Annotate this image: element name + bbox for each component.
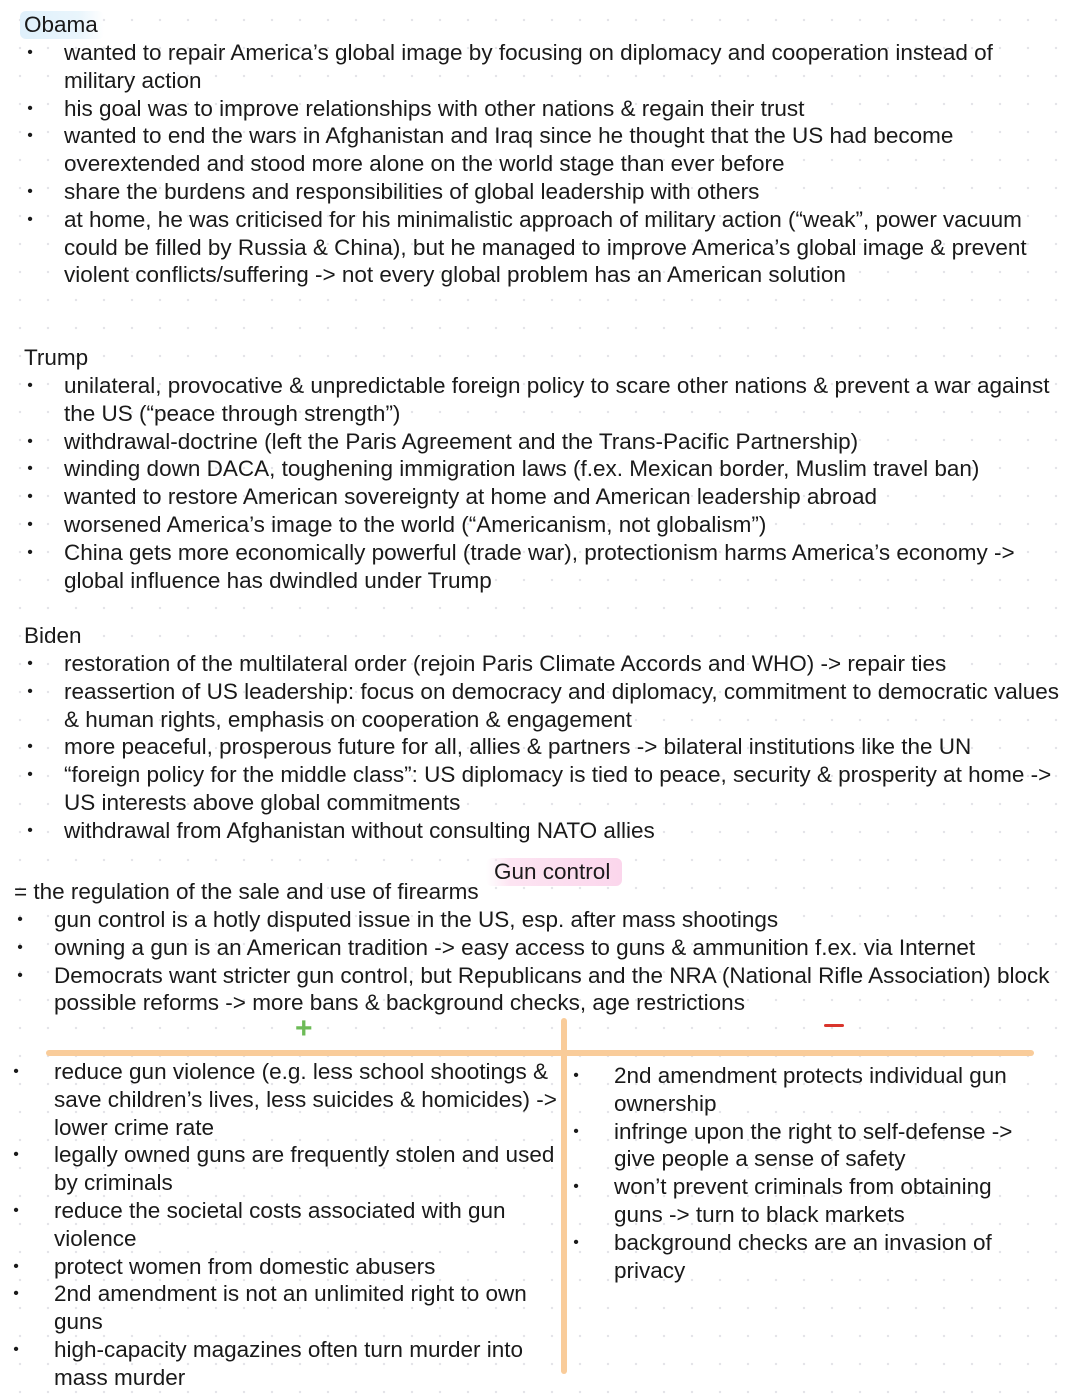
gun-control-heading: Gun control bbox=[486, 858, 622, 886]
trump-heading: Trump bbox=[24, 345, 89, 370]
plus-sign-icon: + bbox=[295, 1012, 313, 1045]
table-vertical-divider bbox=[561, 1018, 567, 1374]
bullet-icon: • bbox=[13, 1340, 19, 1358]
bullet-icon: • bbox=[27, 543, 33, 561]
biden-heading: Biden bbox=[24, 623, 82, 648]
list-item: • restoration of the multilateral order (rejoin Paris Climate Accords and WHO) -> repair ties bbox=[24, 650, 1064, 678]
gun-control-bullet-list bbox=[14, 906, 1064, 1017]
bullet-icon: • bbox=[27, 488, 33, 506]
list-item: • withdrawal from Afghanistan without consulting NATO allies bbox=[24, 817, 1064, 845]
list-item: • protect women from domestic abusers bbox=[10, 1253, 558, 1281]
list-item: • more peaceful, prosperous future for all, allies & partners -> bilateral institutions like the UN bbox=[24, 733, 1064, 761]
list-item: • share the burdens and responsibilities of global leadership with others bbox=[24, 178, 1064, 206]
bullet-icon: • bbox=[13, 1146, 19, 1164]
con-arguments-list bbox=[570, 1062, 1020, 1284]
bullet-icon: • bbox=[27, 460, 33, 478]
bullet-icon: • bbox=[17, 966, 23, 984]
bullet-icon: • bbox=[13, 1201, 19, 1219]
bullet-icon: • bbox=[573, 1178, 579, 1196]
list-item: • at home, he was criticised for his minimalistic approach of military action (“weak”, power vacuum could be filled by Russia & China), but he managed to improve America’s global image & prevent violent conflicts/suffering -> not every global problem has an American solution bbox=[24, 206, 1064, 289]
list-item: • winding down DACA, toughening immigration laws (f.ex. Mexican border, Muslim travel ban) bbox=[24, 455, 1064, 483]
bullet-icon: • bbox=[27, 738, 33, 756]
gun-control-definition: = the regulation of the sale and use of firearms bbox=[14, 879, 479, 904]
bullet-icon: • bbox=[27, 766, 33, 784]
list-item: • high-capacity magazines often turn murder into mass murder bbox=[10, 1336, 558, 1392]
table-horizontal-divider bbox=[46, 1050, 1034, 1056]
list-item: • his goal was to improve relationships with other nations & regain their trust bbox=[24, 95, 1064, 123]
list-item: • reduce gun violence (e.g. less school shootings & save children’s lives, less suicides & homicides) -> lower crime rate bbox=[10, 1058, 558, 1141]
list-item: • worsened America’s image to the world (“Americanism, not globalism”) bbox=[24, 511, 1064, 539]
list-item: • wanted to restore American sovereignty at home and American leadership abroad bbox=[24, 483, 1064, 511]
bullet-icon: • bbox=[27, 44, 33, 61]
bullet-icon: • bbox=[13, 1063, 19, 1080]
bullet-icon: • bbox=[27, 210, 33, 228]
list-item: • China gets more economically powerful (trade war), protectionism harms America’s economy -> global influence has dwindled under Trump bbox=[24, 539, 1064, 595]
bullet-icon: • bbox=[27, 99, 33, 117]
bullet-icon: • bbox=[17, 938, 23, 956]
bullet-icon: • bbox=[13, 1257, 19, 1275]
bullet-icon: • bbox=[27, 682, 33, 700]
list-item: • infringe upon the right to self-defense -> give people a sense of safety bbox=[570, 1118, 1020, 1174]
obama-bullet-list bbox=[24, 39, 1064, 289]
list-item: • 2nd amendment protects individual gun ownership bbox=[570, 1062, 1020, 1118]
biden-bullet-list bbox=[24, 650, 1064, 845]
obama-heading: Obama bbox=[20, 11, 104, 39]
minus-sign-icon bbox=[824, 1024, 844, 1027]
list-item: • 2nd amendment is not an unlimited right to own guns bbox=[10, 1280, 558, 1336]
list-item: • Democrats want stricter gun control, but Republicans and the NRA (National Rifle Association) block possible reforms -> more bans & background checks, age restrictions bbox=[14, 962, 1064, 1018]
bullet-icon: • bbox=[27, 515, 33, 533]
trump-bullet-list bbox=[24, 372, 1064, 594]
bullet-icon: • bbox=[573, 1122, 579, 1140]
list-item: • wanted to end the wars in Afghanistan and Iraq since he thought that the US had become overextended and stood more alone on the world stage than ever before bbox=[24, 122, 1064, 178]
bullet-icon: • bbox=[27, 432, 33, 450]
list-item: • won’t prevent criminals from obtaining guns -> turn to black markets bbox=[570, 1173, 1020, 1229]
bullet-icon: • bbox=[17, 911, 23, 928]
list-item: • gun control is a hotly disputed issue in the US, esp. after mass shootings bbox=[14, 906, 1064, 934]
bullet-icon: • bbox=[573, 1067, 579, 1084]
bullet-icon: • bbox=[27, 377, 33, 394]
bullet-icon: • bbox=[573, 1233, 579, 1251]
list-item: • reassertion of US leadership: focus on democracy and diplomacy, commitment to democratic values & human rights, emphasis on cooperation & engagement bbox=[24, 678, 1064, 734]
list-item: • wanted to repair America’s global image by focusing on diplomacy and cooperation instead of military action bbox=[24, 39, 1064, 95]
bullet-icon: • bbox=[27, 821, 33, 839]
bullet-icon: • bbox=[27, 655, 33, 672]
list-item: • background checks are an invasion of privacy bbox=[570, 1229, 1020, 1285]
pro-arguments-list bbox=[10, 1058, 558, 1392]
bullet-icon: • bbox=[27, 182, 33, 200]
list-item: • unilateral, provocative & unpredictable foreign policy to scare other nations & prevent a war against the US (“peace through strength”) bbox=[24, 372, 1064, 428]
list-item: • “foreign policy for the middle class”: US diplomacy is tied to peace, security & prosperity at home -> US interests above global commitments bbox=[24, 761, 1064, 817]
list-item: • withdrawal-doctrine (left the Paris Agreement and the Trans-Pacific Partnership) bbox=[24, 428, 1064, 456]
list-item: • legally owned guns are frequently stolen and used by criminals bbox=[10, 1141, 558, 1197]
bullet-icon: • bbox=[13, 1285, 19, 1303]
bullet-icon: • bbox=[27, 127, 33, 145]
list-item: • owning a gun is an American tradition -> easy access to guns & ammunition f.ex. via Internet bbox=[14, 934, 1064, 962]
list-item: • reduce the societal costs associated with gun violence bbox=[10, 1197, 558, 1253]
